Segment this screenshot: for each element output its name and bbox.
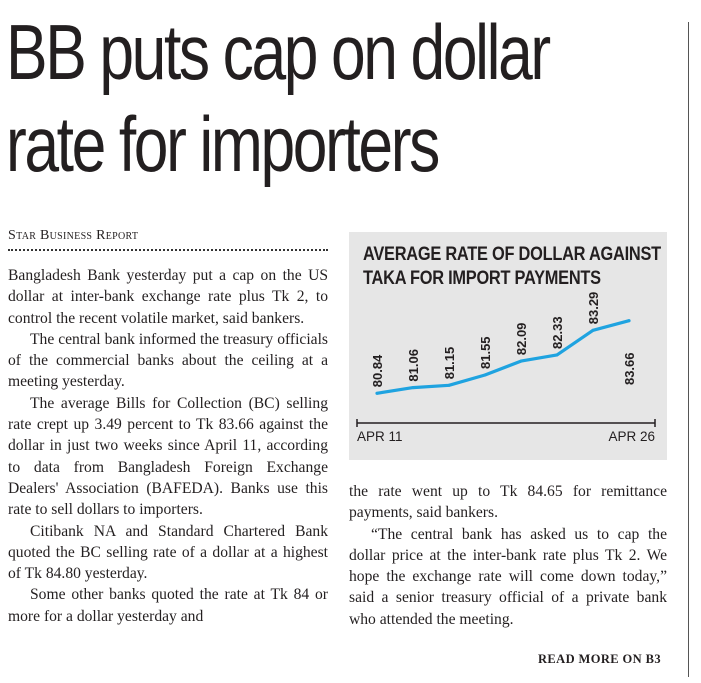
data-label: 83.66 (622, 352, 637, 386)
data-label: 81.15 (442, 346, 457, 380)
read-more-link[interactable]: READ MORE ON B3 (538, 652, 662, 666)
data-point (448, 384, 451, 387)
chart-title-line-2: TAKA FOR IMPORT PAYMENTS (363, 267, 601, 289)
byline: Star Business Report (8, 228, 139, 243)
headline (6, 6, 550, 190)
data-point (628, 319, 631, 322)
paragraph: Citibank NA and Standard Chartered Bank quoted the BC selling rate of a dollar at a highest of Tk 84.80 yesterday. (8, 522, 328, 583)
rate-chart (349, 232, 667, 460)
paragraph: The central bank informed the treasury officials of the commercial banks about the ceiling at a meeting yesterday. (8, 330, 328, 391)
paragraph: Bangladesh Bank yesterday put a cap on the US dollar at inter-bank exchange rate plus Tk 2, to control the recent volatile market, said bankers. (8, 267, 328, 327)
data-point (376, 392, 379, 395)
x-tick-label: APR 11 (357, 429, 403, 444)
data-label: 81.06 (406, 349, 421, 382)
data-point (556, 353, 559, 356)
data-label: 81.55 (478, 336, 493, 369)
paragraph: The average Bills for Collection (BC) selling rate crept up 3.49 percent to Tk 83.66 against the dollar in just two weeks since April 11, according to data from Bangladesh Foreign Exchange Dealers' Association (BAFEDA). Banks use this rate to sell dollars to importers. (8, 394, 328, 519)
data-point (484, 374, 487, 377)
headline-line-2: rate for importers (6, 100, 438, 188)
column-rule (688, 22, 689, 677)
data-point (412, 386, 415, 389)
paragraph: the rate went up to Tk 84.65 for remittance payments, said bankers. (349, 483, 667, 522)
data-label: 82.09 (514, 322, 529, 356)
paragraph: Some other banks quoted the rate at Tk 84 or more for a dollar yesterday and (8, 586, 328, 625)
data-label: 83.29 (586, 291, 601, 325)
data-label: 80.84 (370, 354, 385, 388)
chart-title-line-1: AVERAGE RATE OF DOLLAR AGAINST (363, 243, 661, 265)
dotted-divider (8, 249, 328, 251)
x-tick-label: APR 26 (608, 429, 655, 444)
article-column-1 (8, 265, 328, 627)
data-point (520, 360, 523, 363)
data-point (592, 329, 595, 332)
chart-plot (349, 232, 667, 460)
paragraph: “The central bank has asked us to cap the dollar price at the inter-bank rate plus Tk 2. We hope the exchange rate will come down today,” said a senior treasury official of a private bank who attended the meeting. (349, 525, 667, 628)
headline-line-1: BB puts cap on dollar (6, 8, 549, 96)
article-column-2 (349, 481, 667, 630)
data-label: 82.33 (550, 316, 565, 349)
